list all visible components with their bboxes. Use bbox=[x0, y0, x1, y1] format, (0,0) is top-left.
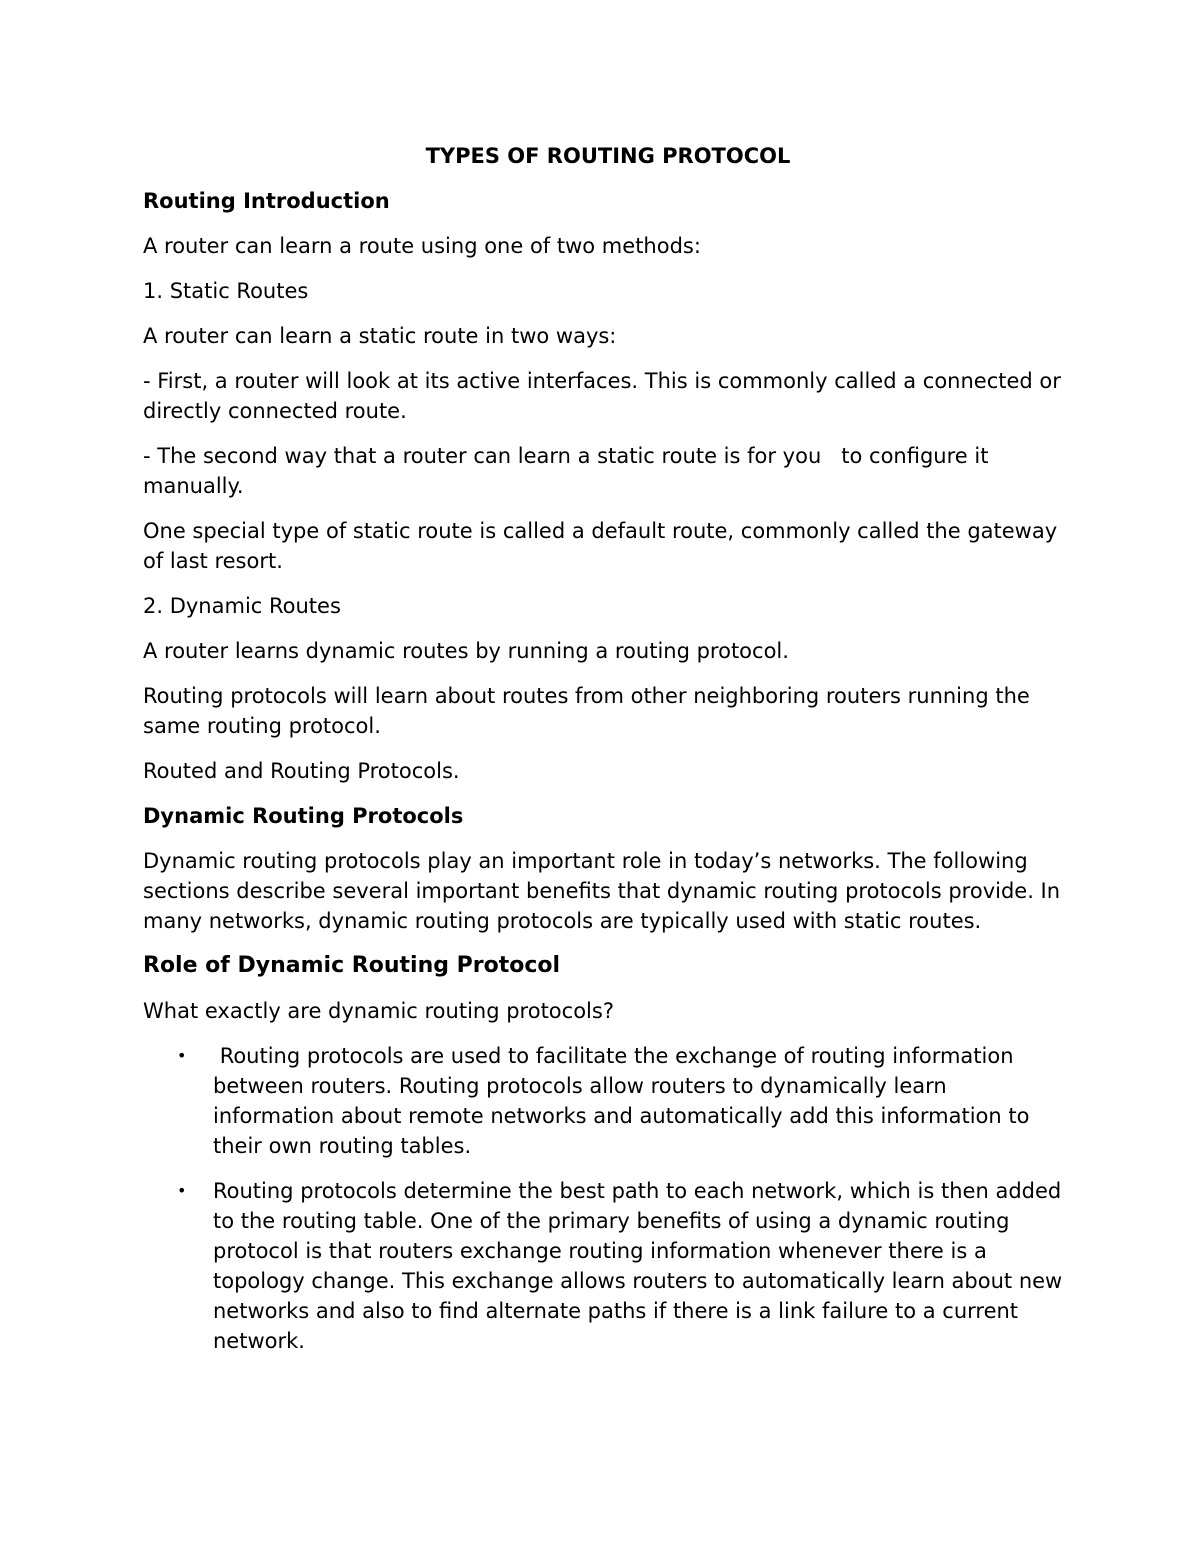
role-of-dynamic-routing-protocol-heading: Role of Dynamic Routing Protocol bbox=[143, 953, 561, 978]
list-item-text: Routing protocols determine the best path to each network, which is then added to the routing table. One of the primary benefits of using a dynamic routing protocol is that routers exchange routing information whenever there is a topology change. This exchange allows routers to automatically learn about new networks and also to find alternate paths if there is a link failure to a current network. bbox=[213, 1179, 1063, 1353]
list-item bbox=[143, 1176, 1073, 1356]
list-item-text: Routing protocols are used to facilitate the exchange of routing information between routers. Routing protocols allow routers to dynamically learn information about remote networks and automatically add this information to their own routing tables. bbox=[213, 1044, 1037, 1158]
list-item bbox=[143, 1041, 1073, 1161]
dynamic-routing-protocols-heading: Dynamic Routing Protocols bbox=[143, 804, 464, 828]
dynamic-routes-heading: 2. Dynamic Routes bbox=[143, 594, 341, 618]
document-page bbox=[143, 141, 1073, 1371]
static-routes-second-way: - The second way that a router can learn a static route is for you to configure it manually. bbox=[143, 444, 996, 498]
intro-paragraph: A router can learn a route using one of two methods: bbox=[143, 234, 701, 258]
default-route-paragraph: One special type of static route is called a default route, commonly called the gateway of last resort. bbox=[143, 519, 1058, 573]
static-routes-first-way: - First, a router will look at its active interfaces. This is commonly called a connected or directly connected route. bbox=[143, 369, 1061, 423]
dynamic-routes-paragraph: A router learns dynamic routes by running a routing protocol. bbox=[143, 639, 789, 663]
document-title: TYPES OF ROUTING PROTOCOL bbox=[425, 144, 791, 168]
routed-routing-protocols-line: Routed and Routing Protocols. bbox=[143, 759, 460, 783]
dynamic-routing-protocols-paragraph: Dynamic routing protocols play an important role in today’s networks. The following sections describe several important benefits that dynamic routing protocols provide. In many networks, dynamic routing protocols are typically used with static routes. bbox=[143, 849, 1061, 933]
bullet-icon: • bbox=[177, 1181, 187, 1200]
routing-introduction-heading: Routing Introduction bbox=[143, 189, 390, 213]
role-question-paragraph: What exactly are dynamic routing protocols? bbox=[143, 999, 614, 1023]
static-routes-heading: 1. Static Routes bbox=[143, 279, 309, 303]
bullet-list bbox=[143, 1041, 1073, 1356]
dynamic-routes-neighbors-paragraph: Routing protocols will learn about routes from other neighboring routers running the same routing protocol. bbox=[143, 684, 1030, 738]
bullet-icon: • bbox=[177, 1046, 187, 1065]
static-routes-paragraph: A router can learn a static route in two ways: bbox=[143, 324, 617, 348]
